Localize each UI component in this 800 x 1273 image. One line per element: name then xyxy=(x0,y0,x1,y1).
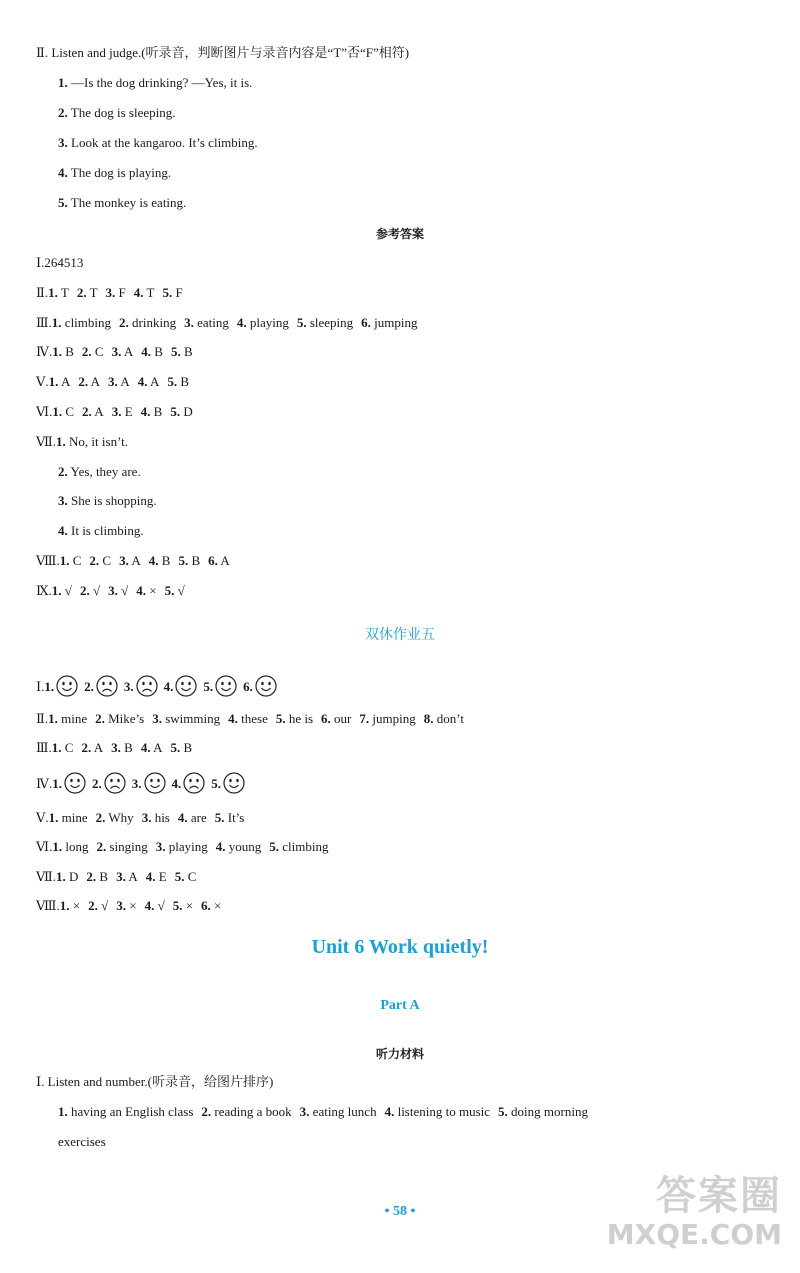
listen-item xyxy=(58,104,175,122)
item-text: reading a book xyxy=(214,1104,292,1119)
question-label: Ⅱ. xyxy=(36,711,49,726)
answer-key-title: 参考答案 xyxy=(375,227,424,241)
item-number: 3. xyxy=(299,1104,310,1119)
item-number: 5. xyxy=(170,740,181,755)
answer-row xyxy=(36,552,230,570)
item-number: 5. xyxy=(167,374,178,390)
item-answer: T xyxy=(60,284,69,300)
item-answer: A xyxy=(93,740,104,755)
item-answer: climbing xyxy=(282,839,329,854)
item-number: 3. xyxy=(119,553,129,568)
item-answer: A xyxy=(128,869,138,884)
item-answer: × xyxy=(72,898,81,913)
answer-row xyxy=(58,463,141,481)
item-number: 4. xyxy=(133,284,144,300)
item-number: 1. xyxy=(48,284,58,300)
item-answer: √ xyxy=(121,582,129,598)
item-number: 1. xyxy=(59,553,70,568)
listen-number-continuation: exercises xyxy=(58,1134,106,1149)
item-number: 4. xyxy=(177,810,188,825)
question-label: Ⅶ. xyxy=(36,433,57,449)
question-label: Ⅴ. xyxy=(36,374,49,390)
item-number: 5. xyxy=(58,195,68,210)
item-answer: jumping xyxy=(374,314,418,330)
question-label: Ⅰ. xyxy=(36,679,45,694)
question-label: Ⅴ. xyxy=(36,810,49,825)
item-answer: C xyxy=(102,553,112,568)
item-number: 2. xyxy=(58,463,68,479)
item-number: 4. xyxy=(140,404,151,419)
item-answer: F xyxy=(118,284,126,300)
item-answer: B xyxy=(191,553,201,568)
item-number: 5. xyxy=(178,553,189,568)
item-text: eating lunch xyxy=(312,1104,377,1119)
answer-row xyxy=(36,373,189,391)
answer-row xyxy=(36,403,193,421)
item-number: 1. xyxy=(51,582,62,598)
item-answer: his xyxy=(154,810,170,825)
item-answer: B xyxy=(65,344,74,360)
item-number: 5. xyxy=(269,839,279,854)
item-number: 1. xyxy=(48,711,58,726)
answer-row xyxy=(58,522,144,540)
watermark-bottom: MXQE.COM xyxy=(606,1218,782,1251)
answer-row xyxy=(36,582,185,600)
item-number: 2. xyxy=(89,553,100,568)
item-answer: B xyxy=(180,374,190,390)
happy-face-icon xyxy=(255,675,277,697)
item-answer: A xyxy=(60,374,71,390)
item-answer: these xyxy=(241,711,268,726)
item-answer: T xyxy=(146,284,155,300)
item-number: 1. xyxy=(48,810,59,825)
item-number: 3. xyxy=(111,404,122,419)
answer-row xyxy=(36,675,283,697)
item-number: 5. xyxy=(162,284,173,300)
item-number: 4. xyxy=(236,314,247,330)
item-number: 4. xyxy=(163,679,174,694)
page-number: • 58 • xyxy=(384,1204,416,1219)
item-number: 1. xyxy=(52,344,62,360)
listen-number-items xyxy=(58,1103,588,1121)
item-answer: A xyxy=(94,404,104,419)
item-answer: sleeping xyxy=(309,314,354,330)
item-number: 4. xyxy=(140,740,151,755)
item-number: 2. xyxy=(76,284,87,300)
item-number: 4. xyxy=(145,869,156,884)
item-number: 3. xyxy=(123,679,134,694)
item-answer: 264513 xyxy=(44,255,84,270)
item-number: 2. xyxy=(81,344,92,360)
item-number: 2. xyxy=(84,679,94,694)
item-number: 4. xyxy=(136,582,146,598)
answer-row xyxy=(36,314,418,332)
item-answer: No, it isn’t. xyxy=(69,433,129,449)
item-answer: F xyxy=(175,284,183,300)
answer-row xyxy=(36,254,83,272)
item-number: 1. xyxy=(52,404,63,419)
item-number: 1. xyxy=(58,75,68,90)
item-number: 1. xyxy=(52,776,62,791)
item-answer: C xyxy=(94,344,104,360)
listen-number-heading: Ⅰ. Listen and number.(听录音，给图片排序) xyxy=(36,1074,274,1089)
item-answer: jumping xyxy=(372,711,416,726)
item-number: 6. xyxy=(321,711,331,726)
question-label: Ⅲ. xyxy=(36,740,52,755)
item-answer: Mike’s xyxy=(108,711,145,726)
listen-judge-heading: Ⅱ. Listen and judge.(听录音，判断图片与录音内容是“T”否“F”相符) xyxy=(36,45,410,60)
item-number: 4. xyxy=(141,344,152,360)
item-text: listening to music xyxy=(397,1104,491,1119)
item-answer: B xyxy=(183,740,193,755)
unit-title: Unit 6 Work quietly! xyxy=(311,936,489,958)
part-title: Part A xyxy=(380,998,420,1013)
item-answer: C xyxy=(187,869,197,884)
item-number: 4. xyxy=(228,711,238,726)
item-number: 2. xyxy=(81,740,92,755)
listen-item xyxy=(58,164,171,182)
sad-face-icon xyxy=(136,675,158,697)
item-answer: A xyxy=(150,374,160,390)
item-number: 1. xyxy=(56,433,66,449)
item-number: 2. xyxy=(95,810,106,825)
item-number: 3. xyxy=(152,711,162,726)
item-number: 4. xyxy=(58,523,68,539)
watermark-top: 答案圈 xyxy=(656,1173,782,1219)
answer-row xyxy=(36,284,183,302)
item-number: 1. xyxy=(58,1104,68,1119)
item-answer: A xyxy=(220,553,230,568)
listen-item xyxy=(58,134,258,152)
item-answer: singing xyxy=(109,839,148,854)
item-number: 8. xyxy=(423,711,434,726)
item-number: 4. xyxy=(144,898,155,913)
happy-face-icon xyxy=(215,675,237,697)
item-answer: × xyxy=(185,898,194,913)
item-number: 4. xyxy=(148,553,159,568)
item-number: 2. xyxy=(201,1104,212,1119)
item-answer: Why xyxy=(108,810,134,825)
item-answer: A xyxy=(131,553,141,568)
item-number: 2. xyxy=(86,869,97,884)
item-number: 3. xyxy=(141,810,152,825)
item-number: 2. xyxy=(92,776,102,791)
item-number: 5. xyxy=(164,582,175,598)
answer-row xyxy=(36,739,192,757)
item-number: 2. xyxy=(78,374,89,390)
item-answer: drinking xyxy=(132,314,177,330)
item-answer: he is xyxy=(288,711,314,726)
question-label: Ⅰ. xyxy=(36,255,45,270)
item-text: The dog is sleeping. xyxy=(70,105,176,120)
answer-row xyxy=(58,492,157,510)
item-answer: A xyxy=(123,344,134,360)
item-answer: eating xyxy=(197,314,229,330)
item-number: 1. xyxy=(51,740,62,755)
question-label: Ⅳ. xyxy=(36,776,53,791)
item-text: having an English class xyxy=(71,1104,194,1119)
answer-row xyxy=(36,868,196,886)
item-answer: mine xyxy=(61,810,88,825)
item-number: 1. xyxy=(48,374,59,390)
item-answer: B xyxy=(124,740,133,755)
item-number: 1. xyxy=(52,839,63,854)
item-number: 3. xyxy=(111,740,121,755)
item-answer: B xyxy=(183,344,193,360)
item-number: 3. xyxy=(111,344,122,360)
item-number: 2. xyxy=(119,314,129,330)
question-label: Ⅷ. xyxy=(36,553,60,568)
item-number: 5. xyxy=(174,869,185,884)
item-answer: mine xyxy=(61,711,88,726)
happy-face-icon xyxy=(223,772,245,794)
item-answer: √ xyxy=(92,582,101,598)
question-label: Ⅵ. xyxy=(36,404,53,419)
item-number: 5. xyxy=(172,898,183,913)
item-number: 2. xyxy=(58,105,68,120)
item-answer: C xyxy=(65,404,74,419)
answer-row xyxy=(36,710,464,728)
item-number: 3. xyxy=(108,582,118,598)
item-answer: × xyxy=(149,582,157,598)
listen-item xyxy=(58,194,186,212)
item-number: 4. xyxy=(137,374,148,390)
item-answer: √ xyxy=(157,898,165,913)
question-label: Ⅸ. xyxy=(36,582,52,598)
question-label: Ⅷ. xyxy=(36,898,60,913)
item-number: 6. xyxy=(361,314,371,330)
happy-face-icon xyxy=(56,675,78,697)
item-number: 2. xyxy=(79,582,90,598)
item-answer: are xyxy=(190,810,207,825)
happy-face-icon xyxy=(175,675,197,697)
item-number: 5. xyxy=(203,679,214,694)
question-label: Ⅲ. xyxy=(36,314,52,330)
listen-item xyxy=(58,74,252,92)
item-number: 4. xyxy=(58,165,68,180)
item-answer: √ xyxy=(64,582,72,598)
item-number: 3. xyxy=(58,493,68,509)
item-number: 2. xyxy=(82,404,92,419)
item-answer: C xyxy=(72,553,82,568)
item-number: 5. xyxy=(170,344,181,360)
item-answer: It’s xyxy=(227,810,245,825)
item-answer: T xyxy=(89,284,98,300)
happy-face-icon xyxy=(64,772,86,794)
item-answer: A xyxy=(90,374,101,390)
item-text: The dog is playing. xyxy=(70,165,172,180)
question-label: Ⅵ. xyxy=(36,839,53,854)
item-number: 6. xyxy=(243,679,253,694)
sad-face-icon xyxy=(96,675,118,697)
item-number: 5. xyxy=(275,711,286,726)
item-number: 3. xyxy=(116,869,126,884)
item-number: 3. xyxy=(58,135,68,150)
item-answer: × xyxy=(129,898,137,913)
item-number: 5. xyxy=(498,1104,508,1119)
item-answer: long xyxy=(65,839,89,854)
item-answer: young xyxy=(228,839,262,854)
item-number: 2. xyxy=(96,839,107,854)
item-number: 3. xyxy=(108,374,118,390)
item-number: 5. xyxy=(170,404,181,419)
item-answer: swimming xyxy=(165,711,221,726)
item-number: 1. xyxy=(51,314,62,330)
item-number: 7. xyxy=(359,711,370,726)
answer-row xyxy=(36,343,193,361)
item-answer: × xyxy=(214,898,222,913)
watermark-logo xyxy=(592,1173,782,1263)
listening-material-title: 听力材料 xyxy=(375,1047,424,1061)
sad-face-icon xyxy=(104,772,126,794)
item-number: 5. xyxy=(211,776,221,791)
answer-row xyxy=(36,897,221,915)
item-number: 3. xyxy=(131,776,142,791)
item-number: 5. xyxy=(296,314,307,330)
answer-row xyxy=(36,433,128,451)
happy-face-icon xyxy=(144,772,166,794)
item-number: 1. xyxy=(56,869,66,884)
item-text: doing morning xyxy=(511,1104,588,1119)
item-answer: C xyxy=(64,740,74,755)
item-answer: don’t xyxy=(436,711,464,726)
answer-row xyxy=(36,809,244,827)
answer-row xyxy=(36,838,328,856)
sad-face-icon xyxy=(183,772,205,794)
item-number: 1. xyxy=(59,898,70,913)
item-answer: our xyxy=(334,711,352,726)
question-label: Ⅱ. xyxy=(36,284,49,300)
item-answer: climbing xyxy=(64,314,112,330)
item-answer: √ xyxy=(177,582,185,598)
item-answer: playing xyxy=(249,314,289,330)
question-label: Ⅶ. xyxy=(36,869,57,884)
item-answer: A xyxy=(120,374,130,390)
item-number: 6. xyxy=(201,898,211,913)
weekend-homework-title: 双休作业五 xyxy=(365,627,435,643)
item-number: 2. xyxy=(95,711,105,726)
item-number: 4. xyxy=(171,776,182,791)
item-number: 6. xyxy=(208,553,218,568)
item-answer: She is shopping. xyxy=(71,493,157,509)
item-text: The monkey is eating. xyxy=(70,195,187,210)
item-answer: D xyxy=(183,404,193,419)
item-answer: B xyxy=(154,344,163,360)
item-number: 4. xyxy=(384,1104,395,1119)
item-answer: E xyxy=(158,869,167,884)
item-number: 3. xyxy=(105,284,116,300)
item-number: 3. xyxy=(116,898,126,913)
item-answer: B xyxy=(161,553,171,568)
item-answer: D xyxy=(69,869,79,884)
item-answer: B xyxy=(99,869,109,884)
item-number: 3. xyxy=(155,839,166,854)
answer-row xyxy=(36,772,251,794)
item-answer: E xyxy=(124,404,133,419)
item-answer: Yes, they are. xyxy=(70,463,141,479)
item-number: 3. xyxy=(184,314,194,330)
item-number: 1. xyxy=(44,679,55,694)
item-answer: It is climbing. xyxy=(71,523,144,539)
item-text: Look at the kangaroo. It’s climbing. xyxy=(71,135,258,150)
question-label: Ⅳ. xyxy=(36,344,53,360)
item-answer: √ xyxy=(101,898,109,913)
item-number: 5. xyxy=(214,810,225,825)
item-number: 2. xyxy=(88,898,98,913)
item-answer: B xyxy=(153,404,163,419)
item-number: 4. xyxy=(215,839,226,854)
item-answer: A xyxy=(153,740,163,755)
item-answer: playing xyxy=(168,839,208,854)
item-text: —Is the dog drinking? —Yes, it is. xyxy=(71,75,253,90)
